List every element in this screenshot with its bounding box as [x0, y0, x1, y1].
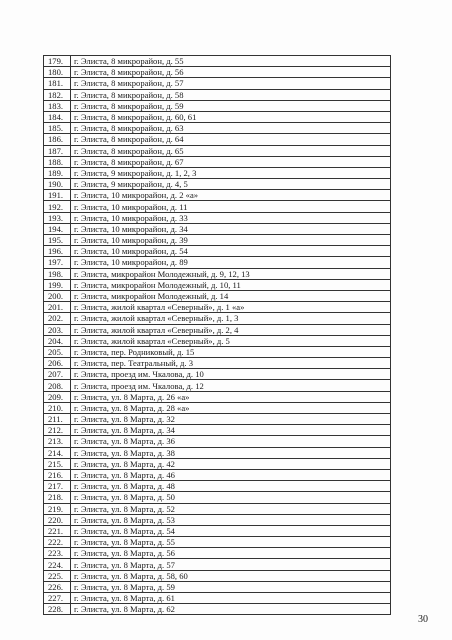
table-row	[44, 100, 391, 111]
row-number: 220.	[44, 514, 71, 525]
row-address: г. Элиста, 8 микрорайон, д. 60, 61	[71, 111, 391, 122]
row-address: г. Элиста, ул. 8 Марта, д. 50	[71, 492, 391, 503]
row-address: г. Элиста, 10 микрорайон, д. 54	[71, 246, 391, 257]
row-number: 218.	[44, 492, 71, 503]
table-row	[44, 223, 391, 234]
row-number: 190.	[44, 179, 71, 190]
row-number: 186.	[44, 134, 71, 145]
page-number: 30	[418, 614, 428, 625]
table-row	[44, 268, 391, 279]
table-row	[44, 481, 391, 492]
table-row	[44, 570, 391, 581]
table-row	[44, 525, 391, 536]
table-row	[44, 123, 391, 134]
table-row	[44, 447, 391, 458]
row-address: г. Элиста, 8 микрорайон, д. 58	[71, 89, 391, 100]
row-address: г. Элиста, 10 микрорайон, д. 11	[71, 201, 391, 212]
row-address: г. Элиста, микрорайон Молодежный, д. 10, 11	[71, 279, 391, 290]
table-row	[44, 581, 391, 592]
row-address: г. Элиста, 8 микрорайон, д. 64	[71, 134, 391, 145]
table-row	[44, 402, 391, 413]
table-row	[44, 335, 391, 346]
table-row	[44, 537, 391, 548]
row-number: 192.	[44, 201, 71, 212]
row-number: 225.	[44, 570, 71, 581]
row-address: г. Элиста, 8 микрорайон, д. 57	[71, 78, 391, 89]
table-row	[44, 201, 391, 212]
row-number: 191.	[44, 190, 71, 201]
table-row	[44, 514, 391, 525]
table-row	[44, 246, 391, 257]
row-address: г. Элиста, ул. 8 Марта, д. 53	[71, 514, 391, 525]
row-number: 197.	[44, 257, 71, 268]
row-address: г. Элиста, 9 микрорайон, д. 4, 5	[71, 179, 391, 190]
row-number: 208.	[44, 380, 71, 391]
address-table-body	[44, 56, 391, 615]
row-number: 224.	[44, 559, 71, 570]
row-address: г. Элиста, 10 микрорайон, д. 2 «а»	[71, 190, 391, 201]
table-row	[44, 134, 391, 145]
row-number: 227.	[44, 593, 71, 604]
row-number: 207.	[44, 369, 71, 380]
row-address: г. Элиста, ул. 8 Марта, д. 54	[71, 525, 391, 536]
row-address: г. Элиста, ул. 8 Марта, д. 38	[71, 447, 391, 458]
table-row	[44, 380, 391, 391]
row-number: 228.	[44, 604, 71, 615]
table-row	[44, 469, 391, 480]
row-address: г. Элиста, жилой квартал «Северный», д. 1, 3	[71, 313, 391, 324]
table-row	[44, 167, 391, 178]
row-number: 213.	[44, 436, 71, 447]
row-number: 209.	[44, 391, 71, 402]
row-address: г. Элиста, жилой квартал «Северный», д. 5	[71, 335, 391, 346]
row-address: г. Элиста, 8 микрорайон, д. 63	[71, 123, 391, 134]
table-row	[44, 548, 391, 559]
row-number: 211.	[44, 414, 71, 425]
row-number: 226.	[44, 581, 71, 592]
row-number: 217.	[44, 481, 71, 492]
row-number: 195.	[44, 235, 71, 246]
row-number: 212.	[44, 425, 71, 436]
table-row	[44, 156, 391, 167]
row-address: г. Элиста, проезд им. Чкалова, д. 12	[71, 380, 391, 391]
row-address: г. Элиста, 10 микрорайон, д. 39	[71, 235, 391, 246]
table-row	[44, 436, 391, 447]
row-address: г. Элиста, ул. 8 Марта, д. 52	[71, 503, 391, 514]
row-address: г. Элиста, микрорайон Молодежный, д. 14	[71, 290, 391, 301]
table-row	[44, 593, 391, 604]
table-row	[44, 279, 391, 290]
row-number: 196.	[44, 246, 71, 257]
table-row	[44, 391, 391, 402]
row-address: г. Элиста, 8 микрорайон, д. 59	[71, 100, 391, 111]
row-number: 184.	[44, 111, 71, 122]
table-row	[44, 190, 391, 201]
row-address: г. Элиста, 10 микрорайон, д. 89	[71, 257, 391, 268]
table-row	[44, 179, 391, 190]
row-address: г. Элиста, ул. 8 Марта, д. 28 «а»	[71, 402, 391, 413]
table-row	[44, 458, 391, 469]
row-number: 187.	[44, 145, 71, 156]
table-row	[44, 425, 391, 436]
row-number: 200.	[44, 290, 71, 301]
row-number: 201.	[44, 302, 71, 313]
row-number: 194.	[44, 223, 71, 234]
row-number: 183.	[44, 100, 71, 111]
table-row	[44, 358, 391, 369]
table-row	[44, 257, 391, 268]
row-number: 185.	[44, 123, 71, 134]
row-number: 179.	[44, 56, 71, 67]
row-number: 215.	[44, 458, 71, 469]
row-address: г. Элиста, проезд им. Чкалова, д. 10	[71, 369, 391, 380]
row-number: 203.	[44, 324, 71, 335]
table-row	[44, 346, 391, 357]
row-number: 188.	[44, 156, 71, 167]
table-row	[44, 145, 391, 156]
table-row	[44, 290, 391, 301]
row-address: г. Элиста, ул. 8 Марта, д. 58, 60	[71, 570, 391, 581]
table-row	[44, 78, 391, 89]
row-address: г. Элиста, ул. 8 Марта, д. 56	[71, 548, 391, 559]
row-address: г. Элиста, ул. 8 Марта, д. 59	[71, 581, 391, 592]
table-row	[44, 235, 391, 246]
row-number: 206.	[44, 358, 71, 369]
row-number: 219.	[44, 503, 71, 514]
table-row	[44, 369, 391, 380]
row-address: г. Элиста, ул. 8 Марта, д. 62	[71, 604, 391, 615]
row-address: г. Элиста, 9 микрорайон, д. 1, 2, 3	[71, 167, 391, 178]
row-number: 221.	[44, 525, 71, 536]
row-address: г. Элиста, ул. 8 Марта, д. 55	[71, 537, 391, 548]
table-row	[44, 414, 391, 425]
row-address: г. Элиста, пер. Родниковый, д. 15	[71, 346, 391, 357]
row-address: г. Элиста, жилой квартал «Северный», д. 2, 4	[71, 324, 391, 335]
row-address: г. Элиста, микрорайон Молодежный, д. 9, 12, 13	[71, 268, 391, 279]
table-row	[44, 503, 391, 514]
row-number: 202.	[44, 313, 71, 324]
row-number: 214.	[44, 447, 71, 458]
row-address: г. Элиста, ул. 8 Марта, д. 26 «а»	[71, 391, 391, 402]
table-row	[44, 89, 391, 100]
row-number: 210.	[44, 402, 71, 413]
table-row	[44, 492, 391, 503]
row-number: 198.	[44, 268, 71, 279]
row-address: г. Элиста, 8 микрорайон, д. 67	[71, 156, 391, 167]
row-number: 222.	[44, 537, 71, 548]
address-table	[43, 55, 391, 615]
table-row	[44, 111, 391, 122]
table-row	[44, 559, 391, 570]
table-row	[44, 302, 391, 313]
table-row	[44, 56, 391, 67]
row-address: г. Элиста, ул. 8 Марта, д. 36	[71, 436, 391, 447]
row-address: г. Элиста, 10 микрорайон, д. 34	[71, 223, 391, 234]
row-number: 193.	[44, 212, 71, 223]
table-row	[44, 324, 391, 335]
row-number: 189.	[44, 167, 71, 178]
row-number: 199.	[44, 279, 71, 290]
row-number: 205.	[44, 346, 71, 357]
row-address: г. Элиста, жилой квартал «Северный», д. 1 «а»	[71, 302, 391, 313]
row-address: г. Элиста, 8 микрорайон, д. 65	[71, 145, 391, 156]
row-number: 181.	[44, 78, 71, 89]
table-row	[44, 212, 391, 223]
row-address: г. Элиста, ул. 8 Марта, д. 34	[71, 425, 391, 436]
row-address: г. Элиста, ул. 8 Марта, д. 57	[71, 559, 391, 570]
row-number: 223.	[44, 548, 71, 559]
row-address: г. Элиста, ул. 8 Марта, д. 42	[71, 458, 391, 469]
table-row	[44, 604, 391, 615]
row-number: 216.	[44, 469, 71, 480]
row-address: г. Элиста, ул. 8 Марта, д. 32	[71, 414, 391, 425]
row-address: г. Элиста, ул. 8 Марта, д. 61	[71, 593, 391, 604]
table-row	[44, 67, 391, 78]
row-number: 180.	[44, 67, 71, 78]
row-address: г. Элиста, 8 микрорайон, д. 55	[71, 56, 391, 67]
row-number: 182.	[44, 89, 71, 100]
row-number: 204.	[44, 335, 71, 346]
table-row	[44, 313, 391, 324]
row-address: г. Элиста, 10 микрорайон, д. 33	[71, 212, 391, 223]
row-address: г. Элиста, ул. 8 Марта, д. 48	[71, 481, 391, 492]
row-address: г. Элиста, пер. Театральный, д. 3	[71, 358, 391, 369]
row-address: г. Элиста, 8 микрорайон, д. 56	[71, 67, 391, 78]
row-address: г. Элиста, ул. 8 Марта, д. 46	[71, 469, 391, 480]
